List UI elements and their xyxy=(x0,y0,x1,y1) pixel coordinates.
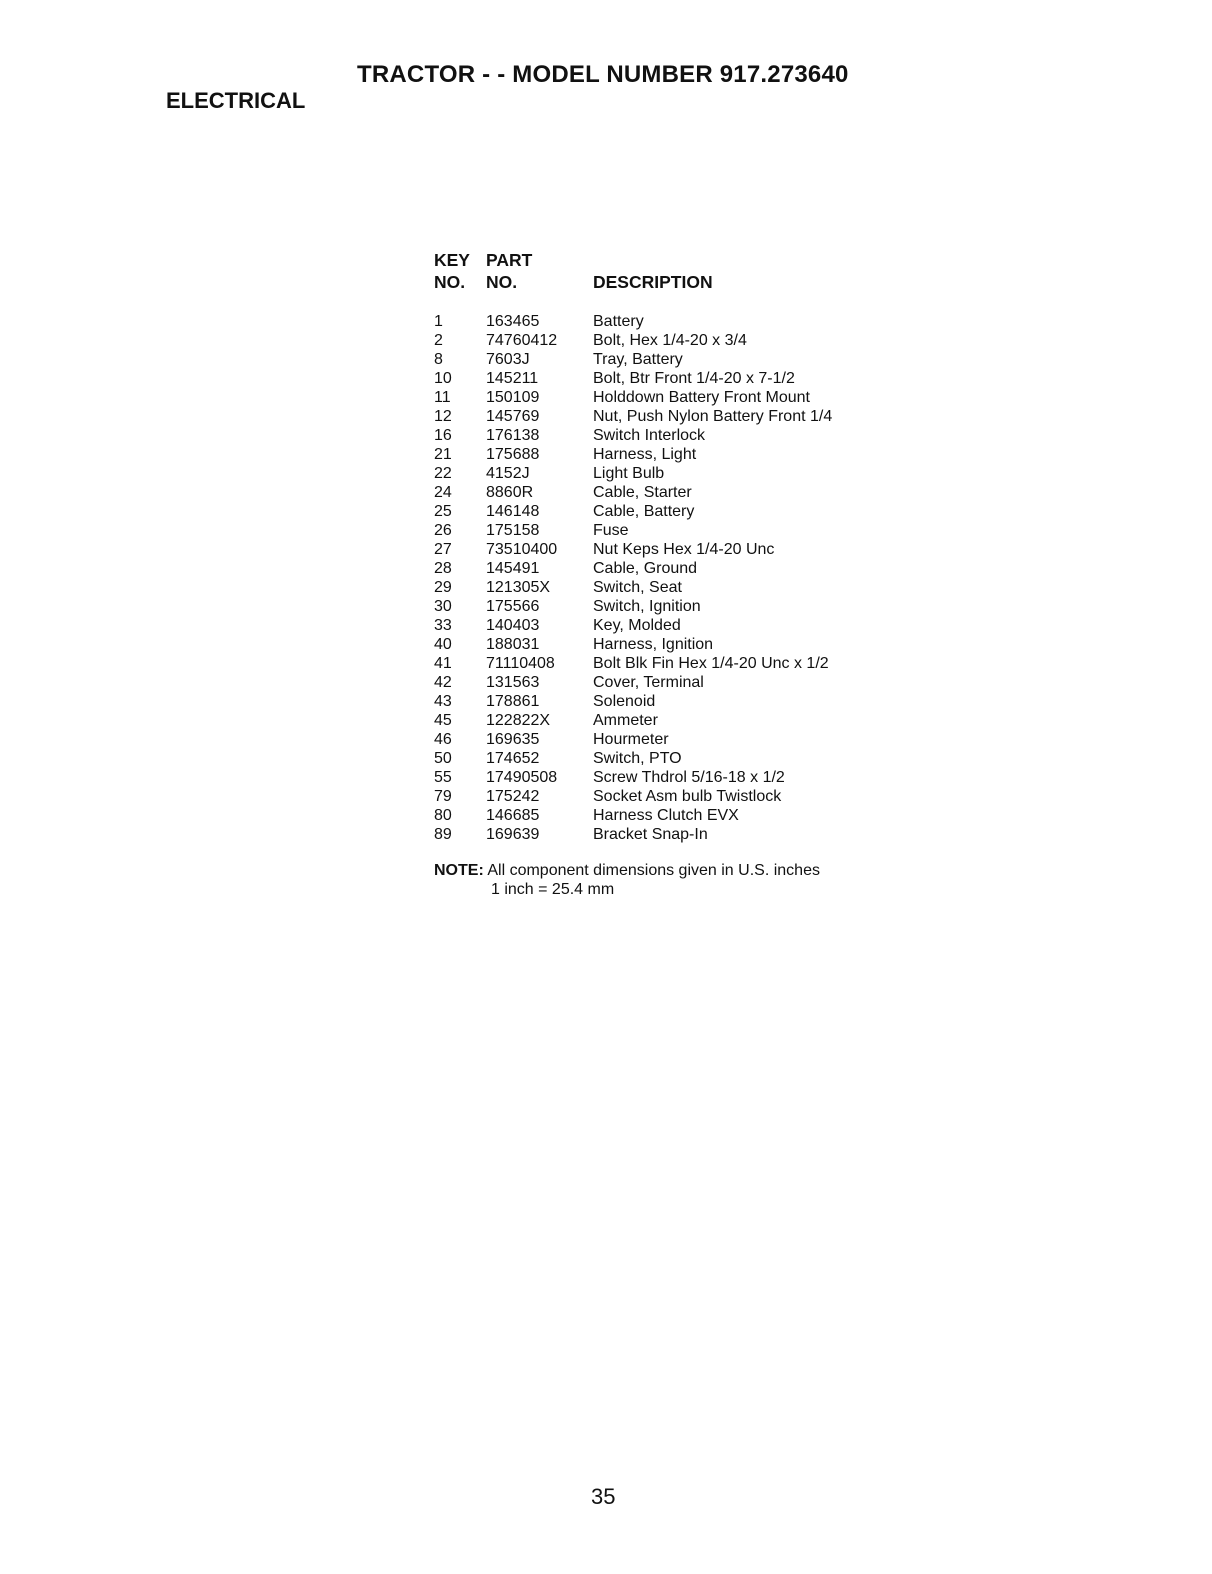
table-row xyxy=(434,445,894,464)
key-number: 43 xyxy=(434,693,452,710)
table-row xyxy=(434,692,894,711)
key-number: 2 xyxy=(434,332,443,349)
table-row xyxy=(434,578,894,597)
part-description: Bolt, Btr Front 1/4-20 x 7-1/2 xyxy=(593,370,795,387)
part-description: Hourmeter xyxy=(593,731,669,748)
page-title: TRACTOR - - MODEL NUMBER 917.273640 xyxy=(357,61,849,88)
table-row xyxy=(434,483,894,502)
part-number: 121305X xyxy=(486,579,551,596)
key-number: 55 xyxy=(434,769,452,786)
part-description: Nut Keps Hex 1/4-20 Unc xyxy=(593,541,775,558)
key-number: 21 xyxy=(434,446,452,463)
table-row xyxy=(434,806,894,825)
part-number: 175158 xyxy=(486,522,540,539)
part-description: Socket Asm bulb Twistlock xyxy=(593,788,782,805)
part-description: Harness, Light xyxy=(593,446,697,463)
key-no-header-line2: NO. xyxy=(434,272,466,292)
note-text: All component dimensions given in U.S. inches xyxy=(487,862,820,879)
part-number: 146685 xyxy=(486,807,540,824)
key-number: 27 xyxy=(434,541,452,558)
part-description: Tray, Battery xyxy=(593,351,683,368)
note-conversion: 1 inch = 25.4 mm xyxy=(491,881,615,898)
part-number: 74760412 xyxy=(486,332,558,349)
part-number: 150109 xyxy=(486,389,540,406)
key-number: 16 xyxy=(434,427,452,444)
table-row xyxy=(434,312,894,331)
part-description: Switch Interlock xyxy=(593,427,706,444)
part-no-header-line1: PART xyxy=(486,250,533,270)
part-description: Harness, Ignition xyxy=(593,636,714,653)
part-description: Screw Thdrol 5/16-18 x 1/2 xyxy=(593,769,785,786)
table-row xyxy=(434,635,894,654)
part-number: 4152J xyxy=(486,465,530,482)
part-number: 174652 xyxy=(486,750,540,767)
dimension-note xyxy=(434,861,820,898)
section-title: ELECTRICAL xyxy=(166,88,306,113)
key-number: 22 xyxy=(434,465,452,482)
part-description: Switch, Ignition xyxy=(593,598,701,615)
key-number: 28 xyxy=(434,560,452,577)
note-label: NOTE: xyxy=(434,862,484,879)
table-row xyxy=(434,749,894,768)
part-number: 140403 xyxy=(486,617,540,634)
key-number: 25 xyxy=(434,503,452,520)
table-row xyxy=(434,388,894,407)
key-number: 89 xyxy=(434,826,452,843)
part-description: Switch, PTO xyxy=(593,750,682,767)
table-row xyxy=(434,654,894,673)
key-no-header-line1: KEY xyxy=(434,250,470,270)
key-number: 79 xyxy=(434,788,452,805)
table-row xyxy=(434,787,894,806)
table-row xyxy=(434,768,894,787)
table-row xyxy=(434,521,894,540)
key-number: 42 xyxy=(434,674,452,691)
table-row xyxy=(434,350,894,369)
key-number: 45 xyxy=(434,712,452,729)
part-description: Light Bulb xyxy=(593,465,665,482)
table-row xyxy=(434,464,894,483)
key-number: 80 xyxy=(434,807,452,824)
key-number: 12 xyxy=(434,408,452,425)
key-number: 30 xyxy=(434,598,452,615)
key-number: 29 xyxy=(434,579,452,596)
part-number: 169635 xyxy=(486,731,540,748)
part-description: Fuse xyxy=(593,522,629,539)
key-number: 26 xyxy=(434,522,452,539)
part-number: 169639 xyxy=(486,826,540,843)
part-description: Cable, Battery xyxy=(593,503,695,520)
table-row xyxy=(434,730,894,749)
part-description: Cover, Terminal xyxy=(593,674,704,691)
part-description: Holddown Battery Front Mount xyxy=(593,389,810,406)
key-number: 8 xyxy=(434,351,443,368)
table-row xyxy=(434,825,894,844)
part-description: Battery xyxy=(593,313,644,330)
table-row xyxy=(434,369,894,388)
part-number: 146148 xyxy=(486,503,540,520)
part-description: Cable, Starter xyxy=(593,484,692,501)
key-number: 46 xyxy=(434,731,452,748)
key-number: 41 xyxy=(434,655,452,672)
part-description: Solenoid xyxy=(593,693,656,710)
description-header: DESCRIPTION xyxy=(593,272,713,292)
part-number: 163465 xyxy=(486,313,540,330)
part-number: 145211 xyxy=(486,370,539,387)
part-number: 71110408 xyxy=(486,655,555,672)
table-row xyxy=(434,559,894,578)
part-description: Cable, Ground xyxy=(593,560,698,577)
part-number: 175242 xyxy=(486,788,540,805)
table-row xyxy=(434,711,894,730)
table-row xyxy=(434,426,894,445)
part-description: Harness Clutch EVX xyxy=(593,807,739,824)
part-description: Nut, Push Nylon Battery Front 1/4 xyxy=(593,408,833,425)
part-number: 17490508 xyxy=(486,769,558,786)
table-row xyxy=(434,616,894,635)
table-row xyxy=(434,597,894,616)
part-description: Bolt Blk Fin Hex 1/4-20 Unc x 1/2 xyxy=(593,655,829,672)
key-number: 40 xyxy=(434,636,452,653)
part-description: Switch, Seat xyxy=(593,579,682,596)
part-number: 178861 xyxy=(486,693,540,710)
table-row xyxy=(434,502,894,521)
part-description: Bracket Snap-In xyxy=(593,826,708,843)
part-number: 175688 xyxy=(486,446,540,463)
part-number: 188031 xyxy=(486,636,540,653)
key-number: 10 xyxy=(434,370,452,387)
table-row xyxy=(434,673,894,692)
key-number: 11 xyxy=(434,389,451,406)
part-number: 145491 xyxy=(486,560,540,577)
key-number: 33 xyxy=(434,617,452,634)
table-row xyxy=(434,407,894,426)
part-number: 122822X xyxy=(486,712,551,729)
part-number: 176138 xyxy=(486,427,540,444)
page-number: 35 xyxy=(591,1484,616,1509)
part-number: 73510400 xyxy=(486,541,558,558)
part-description: Bolt, Hex 1/4-20 x 3/4 xyxy=(593,332,747,349)
part-number: 8860R xyxy=(486,484,534,501)
key-number: 50 xyxy=(434,750,452,767)
parts-list xyxy=(434,312,894,844)
part-description: Ammeter xyxy=(593,712,658,729)
part-description: Key, Molded xyxy=(593,617,681,634)
table-row xyxy=(434,331,894,350)
part-number: 131563 xyxy=(486,674,540,691)
part-number: 7603J xyxy=(486,351,530,368)
key-number: 24 xyxy=(434,484,452,501)
key-number: 1 xyxy=(434,313,443,330)
part-no-header-line2: NO. xyxy=(486,272,518,292)
table-row xyxy=(434,540,894,559)
part-number: 145769 xyxy=(486,408,540,425)
part-number: 175566 xyxy=(486,598,540,615)
